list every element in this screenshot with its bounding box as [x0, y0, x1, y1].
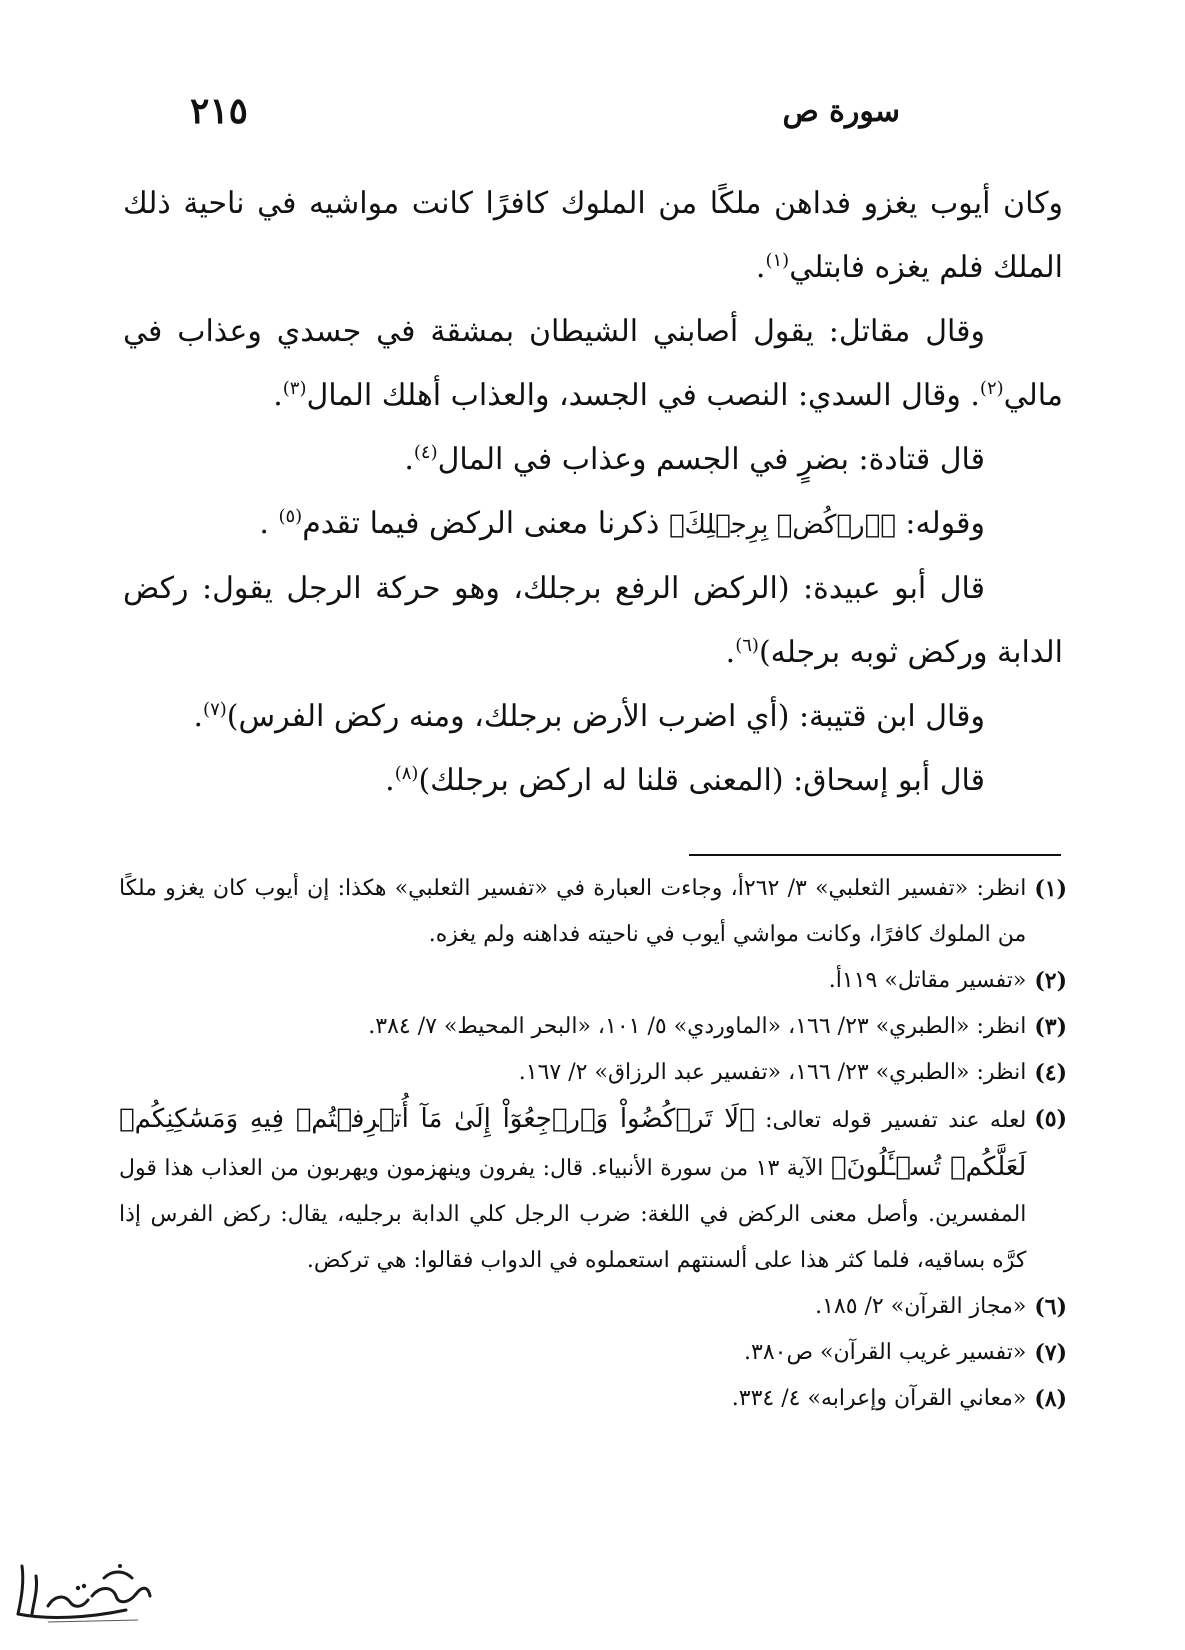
- surah-title: سورة ص: [782, 93, 900, 129]
- footnote-text: «مجاز القرآن» ٢/ ١٨٥.: [815, 1294, 1027, 1319]
- footnote-text: «تفسير غريب القرآن» ص٣٨٠.: [744, 1340, 1027, 1365]
- footnotes: [119, 866, 1067, 1422]
- paragraph-text: قال أبو إسحاق: (المعنى قلنا له اركض برجلك): [418, 763, 985, 798]
- footnote-text: «تفسير مقاتل» ١١٩أ.: [828, 968, 1027, 993]
- page-header: [190, 86, 900, 136]
- calligraphy-logo-icon: [8, 1556, 158, 1626]
- paragraph-ayyub: وكان أيوب يغزو فداهن ملكًا من الملوك كافرًا كانت مواشيه في ناحية ذلك الملك فلم يغزه فابتلي$^{(١)}$.: [123, 186, 1063, 285]
- footnote-number: (٣): [1034, 1014, 1067, 1040]
- footnote-ref: (٧): [203, 699, 227, 720]
- footnote-ref: (٢): [979, 378, 1004, 399]
- footnote-4: [119, 1050, 1067, 1096]
- paragraph-text: . وقال السدي: النصب في الجسد، والعذاب أهلك المال: [306, 378, 980, 413]
- paragraph-text: وكان أيوب يغزو فداهن ملكًا من الملوك كافرًا كانت مواشيه في ناحية ذلك الملك فلم يغزه فابتلي: [123, 186, 1063, 285]
- footnote-ref: (٦): [735, 635, 759, 656]
- footnote-3: [119, 1004, 1067, 1050]
- footnote-text: انظر: «الطبري» ٢٣/ ١٦٦، «الماوردي» ٥/ ١٠١، «البحر المحيط» ٧/ ٣٨٤.: [368, 1014, 1027, 1039]
- footnote-number: (٧): [1034, 1340, 1067, 1366]
- footnote-number: (٥): [1034, 1106, 1067, 1132]
- footnote-number: (٢): [1034, 968, 1067, 994]
- footnote-1: [119, 866, 1067, 958]
- paragraph-text: ذكرنا معنى الركض فيما تقدم: [302, 506, 669, 541]
- footnote-text: «معاني القرآن وإعرابه» ٤/ ٣٣٤.: [731, 1386, 1027, 1411]
- footnote-6: [119, 1284, 1067, 1330]
- quran-verse: ﴿ٱرۡكُضۡ بِرِجۡلِكَ﴾: [668, 510, 896, 540]
- quran-verse: ﴿لَا تَرۡكُضُواْ وَٱرۡجِعُوٓاْ إِلَىٰ مَآ أُتۡرِفۡتُمۡ فِيهِ وَمَسَٰكِنِكُمۡ لَعَلَّكُمۡ تُسۡـَٔلُونَ﴾: [119, 1104, 1027, 1182]
- paragraph-qawluhu: وقوله: ﴿ٱرۡكُضۡ بِرِجۡلِكَ﴾ ذكرنا معنى الركض فيما تقدم$^{(٥)}$ .: [259, 506, 985, 541]
- paragraph-text: قال قتادة: بضرٍ في الجسم وعذاب في المال: [437, 442, 985, 477]
- footnote-number: (٨): [1034, 1386, 1067, 1412]
- footnote-5: [119, 1096, 1067, 1284]
- footnote-text: [119, 1096, 1026, 1284]
- footnote-8: [119, 1376, 1067, 1422]
- footnote-divider: [689, 854, 1061, 856]
- watermark-logo: [8, 1556, 158, 1626]
- paragraph-muqatil: وقال مقاتل: يقول أصابني الشيطان بمشقة في جسدي وعذاب في مالي$^{(٢)}$. وقال السدي: النصب في الجسد، والعذاب أهلك المال$^{(٣)}$.: [123, 314, 1063, 413]
- footnote-ref: (٥): [278, 506, 303, 527]
- paragraph-text: وقال ابن قتيبة: (أي اضرب الأرض برجلك، ومنه ركض الفرس): [226, 699, 985, 734]
- footnote-2: [119, 958, 1067, 1004]
- footnote-text: انظر: «الطبري» ٢٣/ ١٦٦، «تفسير عبد الرزاق» ٢/ ١٦٧.: [518, 1060, 1027, 1085]
- footnote-ref: (٤): [413, 442, 438, 463]
- footnote-ref: (١): [765, 250, 790, 271]
- paragraph-text: وقال مقاتل: يقول أصابني الشيطان بمشقة في جسدي وعذاب في مالي: [123, 314, 1063, 413]
- footnote-text: انظر: «تفسير الثعلبي» ٣/ ٢٦٢أ، وجاءت العبارة في «تفسير الثعلبي» هكذا: إن أيوب كان يغزو ملكًا من الملوك كافرًا، وكانت مواشي أيوب في ناحيته فداهنه ولم يغزه.: [119, 876, 1027, 947]
- main-text: [123, 172, 1063, 813]
- paragraph-abu-ubayda: قال أبو عبيدة: (الركض الرفع برجلك، وهو حركة الرجل يقول: ركض الدابة وركض ثوبه برجله)$^{(٦)}$.: [123, 571, 1063, 670]
- footnote-text-part: الآية ١٣ من سورة الأنبياء. قال: يفرون وينهزمون ويهربون من العذاب هذا قول المفسرين. وأصل معنى الركض في اللغة: ضرب الرجل كلي الدابة برجليه، يقال: ركض الفرس إذا كرَّه بساقيه، فلما كثر هذا على ألسنتهم استعملوه في الدواب فقالوا: هي تركض.: [119, 1156, 1027, 1273]
- page-number: ٢١٥: [190, 90, 249, 132]
- footnote-7: [119, 1330, 1067, 1376]
- footnote-number: (٤): [1034, 1060, 1067, 1086]
- paragraph-ibn-qutayba: وقال ابن قتيبة: (أي اضرب الأرض برجلك، ومنه ركض الفرس)$^{(٧)}$.: [193, 699, 985, 734]
- paragraph-qatada: قال قتادة: بضرٍ في الجسم وعذاب في المال$^{(٤)}$.: [404, 442, 985, 477]
- footnote-number: (٦): [1034, 1294, 1067, 1320]
- footnote-text-part: لعله عند تفسير قوله تعالى:: [754, 1108, 1027, 1133]
- footnote-number: (١): [1034, 876, 1067, 902]
- footnote-ref: (٨): [394, 763, 419, 784]
- paragraph-text: قال أبو عبيدة: (الركض الرفع برجلك، وهو حركة الرجل يقول: ركض الدابة وركض ثوبه برجله): [123, 571, 1063, 670]
- footnote-ref: (٣): [282, 378, 307, 399]
- paragraph-text: وقوله:: [895, 506, 985, 541]
- paragraph-abu-ishaq: قال أبو إسحاق: (المعنى قلنا له اركض برجلك)$^{(٨)}$.: [385, 763, 985, 798]
